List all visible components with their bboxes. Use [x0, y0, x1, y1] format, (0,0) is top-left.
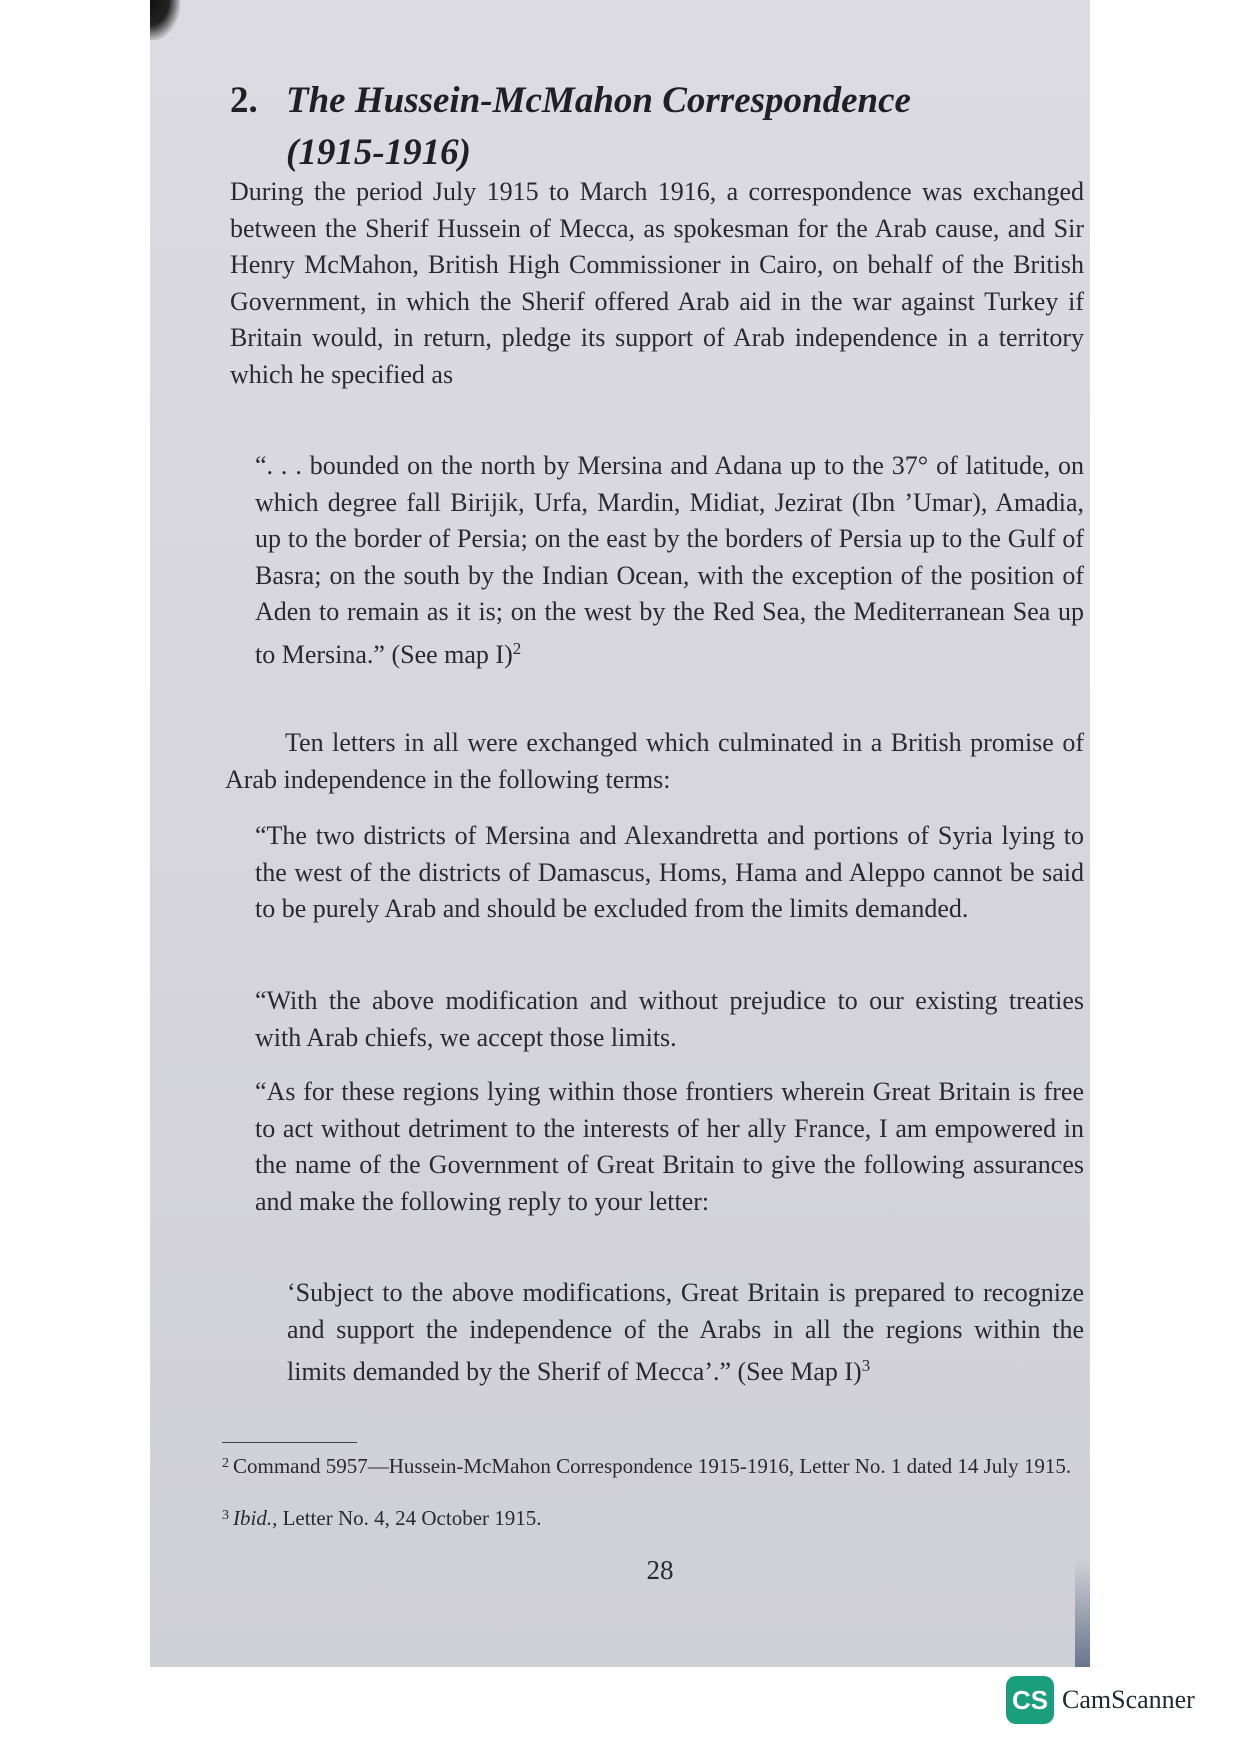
block-quote-1 [255, 448, 1084, 673]
footnote-3-text: Letter No. 4, 24 October 1915. [277, 1506, 542, 1530]
block-quote-5 [287, 1275, 1084, 1391]
footnote-divider [222, 1442, 357, 1443]
page-number: 28 [646, 1555, 674, 1585]
body-paragraph-1: During the period July 1915 to March 1916, a correspondence was exchanged between the Sherif Hussein of Mecca, as spokesman for the Arab cause, and Sir Henry McMahon, British High Commissioner in Cairo, on behalf of the British Government, in which the Sherif offered Arab aid in the war against Turkey if Britain would, in return, pledge its support of Arab independence in a territory which he specified as [230, 177, 1084, 389]
footnote-ref-2: 2 [512, 638, 522, 658]
section-title-line-2: (1915-1916) [286, 131, 471, 173]
body-paragraph-2: Ten letters in all were exchanged which culminated in a British promise of Arab independence in the following terms: [225, 728, 1084, 794]
block-quote-2: “The two districts of Mersina and Alexandretta and portions of Syria lying to the west of the districts of Damascus, Homs, Hama and Aleppo cannot be said to be purely Arab and should be excluded from the limits demanded. [255, 821, 1084, 923]
section-number: 2. [230, 79, 258, 121]
footnote-2 [222, 1452, 1084, 1478]
block-quote-4: “As for these regions lying within those frontiers wherein Great Britain is free to act without detriment to the interests of her ally France, I am empowered in the name of the Government of Great Britain to give the following assurances and make the following reply to your letter: [255, 1077, 1084, 1216]
footnote-3-ibid: Ibid., [233, 1506, 278, 1530]
footnote-3-mark: 3 [222, 1508, 229, 1523]
camscanner-watermark [1006, 1675, 1195, 1725]
footnote-ref-3: 3 [861, 1356, 871, 1375]
section-heading [230, 75, 1030, 179]
camscanner-label: CamScanner [1062, 1685, 1195, 1714]
section-title-line-1: The Hussein-McMahon Correspondence [286, 79, 911, 121]
block-quote-5-text: ‘Subject to the above modifications, Great Britain is prepared to recognize and support the independence of the Arabs in all the regions within the limits demanded by the Sherif of Mecca’.” (See Map I) [287, 1278, 1084, 1386]
footnote-2-mark: 2 [222, 1456, 229, 1471]
camscanner-logo-icon: CS [1006, 1676, 1054, 1724]
block-quote-3: “With the above modification and without prejudice to our existing treaties with Arab chiefs, we accept those limits. [255, 986, 1084, 1052]
block-quote-1-text: “. . . bounded on the north by Mersina and Adana up to the 37° of latitude, on which degree fall Birijik, Urfa, Mardin, Midiat, Jezirat (Ibn ’Umar), Amadia, up to the border of Persia; on the east by the borders of Persia up to the Gulf of Basra; on the south by the Indian Ocean, with the exception of the position of Aden to remain as it is; on the west by the Red Sea, the Mediterranean Sea up to Mersina.” (See map I) [255, 451, 1084, 669]
footnote-3 [222, 1504, 1084, 1530]
footnote-2-text: Command 5957—Hussein-McMahon Correspondence 1915-1916, Letter No. 1 dated 14 July 1915. [233, 1454, 1072, 1478]
